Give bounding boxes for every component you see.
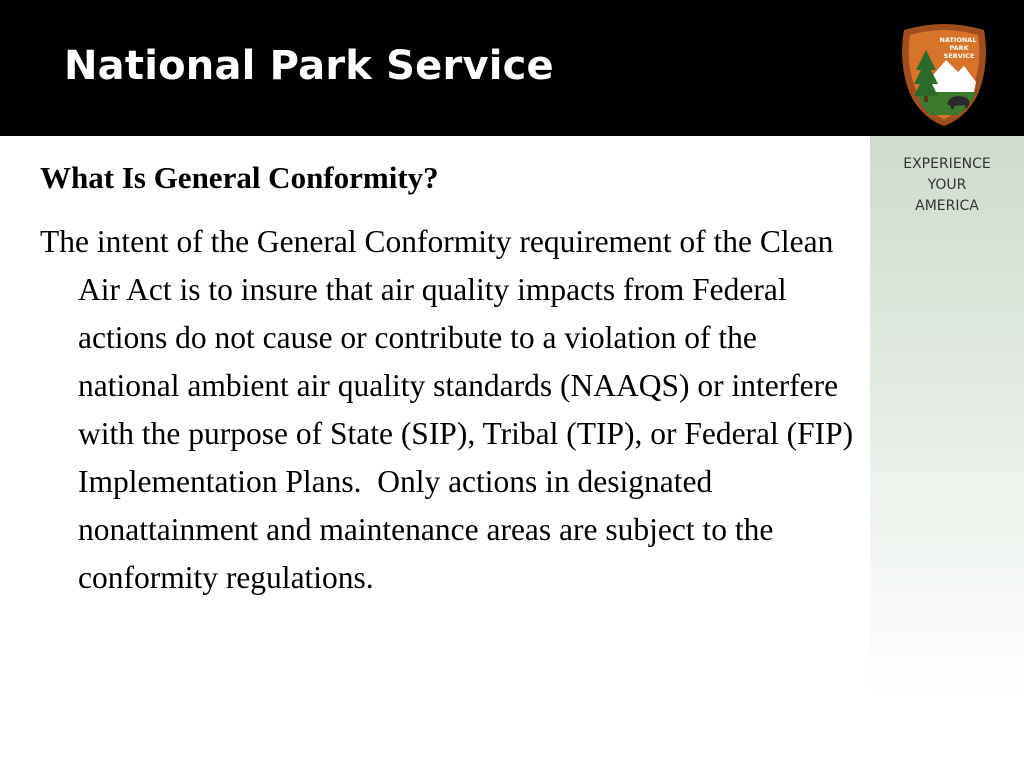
svg-text:NATIONAL: NATIONAL bbox=[939, 36, 977, 44]
nps-arrowhead-icon bbox=[898, 22, 990, 128]
slide-content bbox=[40, 152, 862, 602]
svg-text:PARK: PARK bbox=[949, 44, 969, 52]
tagline-line-1: EXPERIENCE bbox=[903, 156, 991, 172]
sidebar-panel bbox=[870, 136, 1024, 696]
svg-text:SERVICE: SERVICE bbox=[943, 52, 975, 60]
tagline-line-2: YOUR bbox=[927, 177, 967, 193]
tagline-line-3: AMERICA bbox=[915, 198, 979, 214]
header-title: National Park Service bbox=[64, 43, 554, 89]
slide-heading: What Is General Conformity? bbox=[40, 160, 439, 195]
slide-body-text: The intent of the General Conformity requirement of the Clean Air Act is to insure that air quality impacts from Federal actions do not cause or contribute to a violation of the national ambient air quality standards (NAAQS) or interfere with the purpose of State (SIP), Tribal (TIP), or Federal (FIP) Implementation Plans. Only actions in designated nonattainment and maintenance areas are subject to the conformity regulations. bbox=[40, 224, 862, 595]
header-bar bbox=[0, 0, 1024, 136]
tagline bbox=[870, 154, 1024, 217]
